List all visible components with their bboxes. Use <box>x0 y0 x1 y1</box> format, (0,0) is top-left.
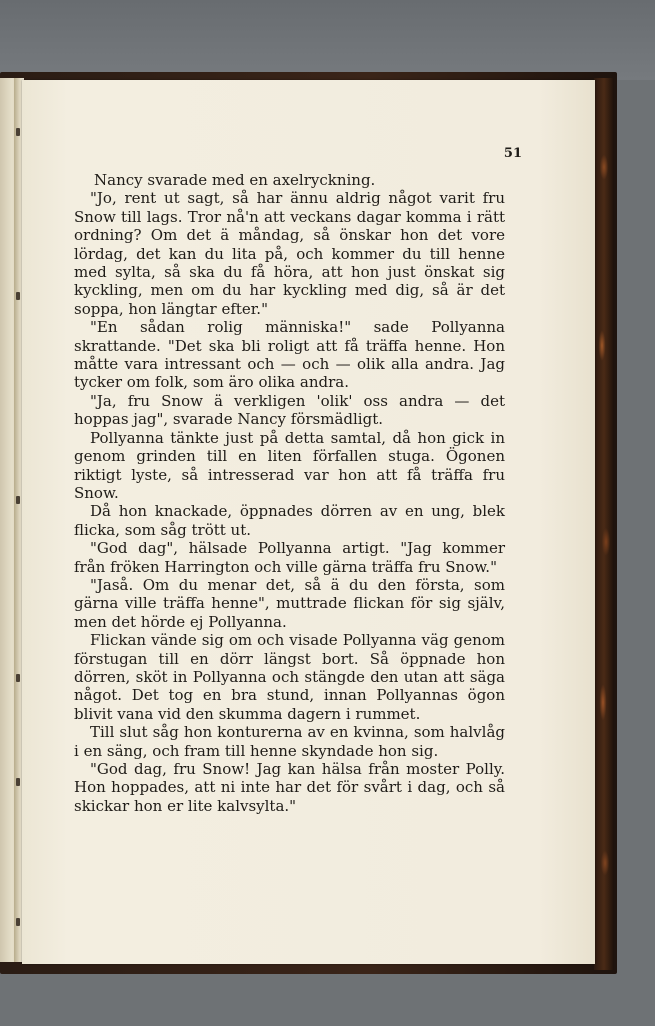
page-text <box>74 171 505 815</box>
binding-mark <box>16 496 20 504</box>
binding-mark <box>16 778 20 786</box>
paragraph: Då hon knackade, öppnades dörren av en ung, blek flicka, som såg trött ut. <box>74 502 505 539</box>
paragraph: Till slut såg hon konturerna av en kvinna, som halvlåg i en säng, och fram till henne skyndade hon sig. <box>74 723 505 760</box>
binding-mark <box>16 674 20 682</box>
paragraph: Flickan vände sig om och visade Pollyanna väg genom förstugan till en dörr längst bort. Så öppnade hon dörren, sköt in Pollyanna och stängde den utan att säga något. Det tog en bra stund, innan Pollyannas ögon blivit vana vid den skumma dagern i rummet. <box>74 631 505 723</box>
paragraph: "Jaså. Om du menar det, så ä du den första, som gärna ville träffa henne", muttrade flickan för sig själv, men det hörde ej Pollyanna. <box>74 575 505 631</box>
marbled-edge <box>594 78 614 970</box>
binding-marks <box>14 78 22 962</box>
page-number: 51 <box>503 146 522 161</box>
paragraph: "En sådan rolig människa!" sade Pollyanna skrattande. "Det ska bli roligt att få träffa henne. Hon måtte vara intressant och — och — olik alla andra. Jag tycker om folk, som äro olika andra. <box>74 318 505 392</box>
background <box>0 0 655 80</box>
paragraph: "God dag", hälsade Pollyanna artigt. "Jag kommer från fröken Harrington och ville gärna träffa fru Snow." <box>74 539 505 576</box>
binding-mark <box>16 128 20 136</box>
paragraph: "God dag, fru Snow! Jag kan hälsa från moster Polly. Hon hoppades, att ni inte har det för svårt i dag, och så skickar hon er lite kalvsylta." <box>74 760 505 815</box>
book-page <box>22 80 595 964</box>
paragraph: "Jo, rent ut sagt, så har ännu aldrig något varit fru Snow till lags. Tror nå'n att veckans dagar komma i rätt ordning? Om det ä måndag, så önskar hon det vore lördag, det kan du lita på, och kommer du till henne med sylta, så ska du få höra, att hon just önskat sig kyckling, men om du har kyckling med dig, så är det soppa, hon längtar efter." <box>74 189 505 318</box>
paragraph: Nancy svarade med en axelryckning. <box>94 171 376 189</box>
paragraph: "Ja, fru Snow ä verkligen 'olik' oss andra — det hoppas jag", svarade Nancy försmädligt. <box>74 391 505 429</box>
paragraph: Pollyanna tänkte just på detta samtal, då hon gick in genom grinden till en liten förfallen stuga. Ögonen riktigt lyste, så intresserad var hon att få träffa fru Snow. <box>74 428 505 502</box>
binding-mark <box>16 292 20 300</box>
binding-mark <box>16 918 20 926</box>
